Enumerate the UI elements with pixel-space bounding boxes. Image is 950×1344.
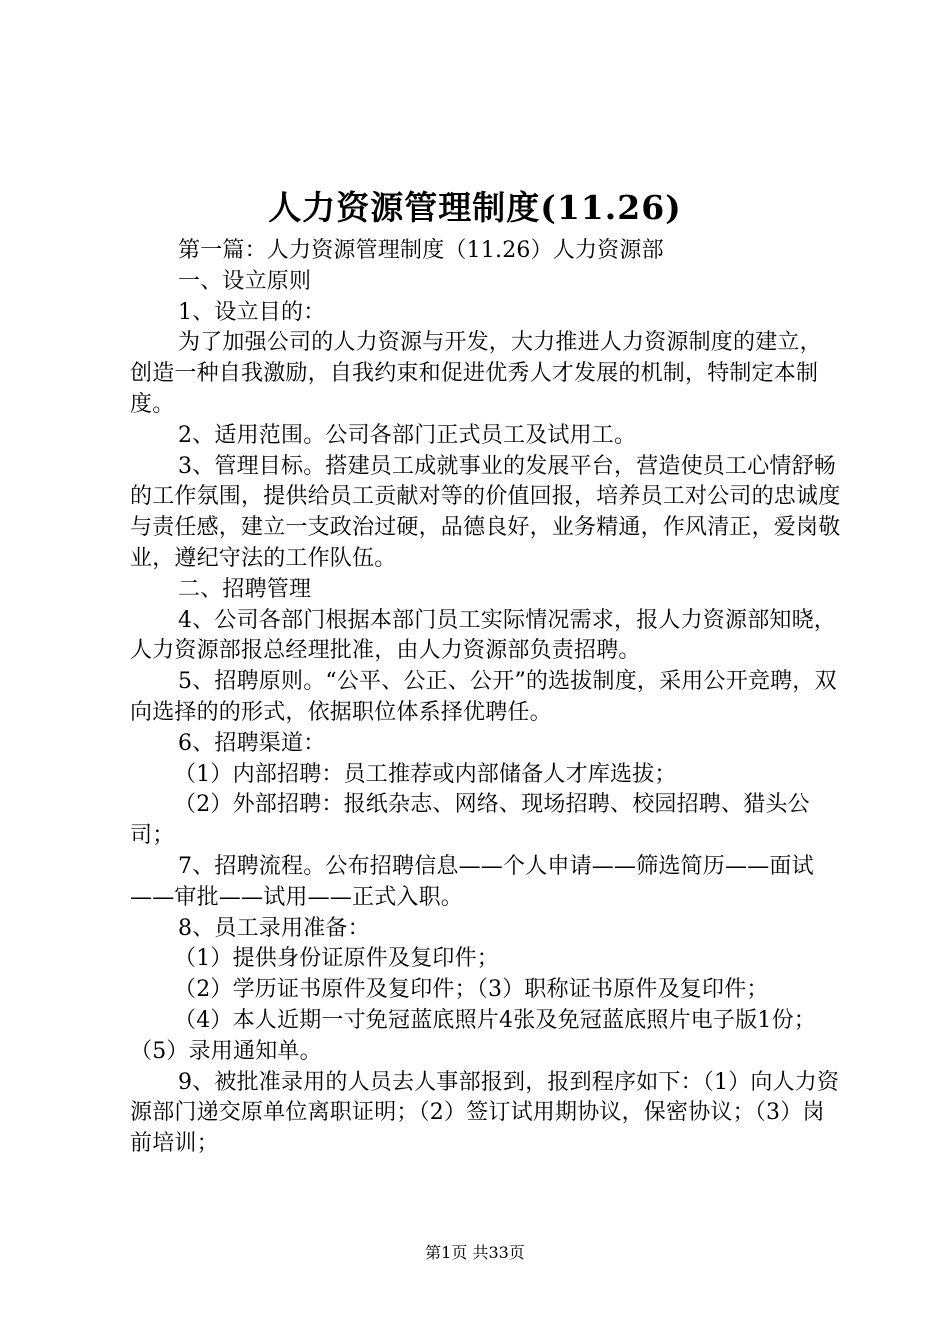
paragraph: 4、公司各部门根据本部门员工实际情况需求，报人力资源部知晓，人力资源部报总经理批准，由人力资源部负责招聘。 <box>130 607 836 664</box>
document-title: 人力资源管理制度(11.26) <box>268 188 682 227</box>
list-item: （1）内部招聘：员工推荐或内部储备人才库选拔； <box>174 761 677 787</box>
section-heading: 一、设立原则 <box>178 268 312 294</box>
paragraph: 2、适用范围。公司各部门正式员工及试用工。 <box>178 422 637 448</box>
page-number-footer: 第1页 共33页 <box>425 1243 525 1262</box>
paragraph: 8、员工录用准备： <box>178 915 370 941</box>
paragraph: 第一篇：人力资源管理制度（11.26）人力资源部 <box>178 238 664 263</box>
paragraph: 7、招聘流程。公布招聘信息——个人申请——筛选简历——面试——审批——试用——正式入职。 <box>130 853 814 910</box>
paragraph: 3、管理目标。搭建员工成就事业的发展平台，营造使员工心情舒畅的工作氛围，提供给员工贡献对等的价值回报，培养员工对公司的忠诚度与责任感，建立一支政治过硬，品德良好，业务精通，作风清正，爱岗敬业，遵纪守法的工作队伍。 <box>130 453 841 571</box>
list-item: （4）本人近期一寸免冠蓝底照片4张及免冠蓝底照片电子版1份；（5）录用通知单。 <box>130 1007 816 1064</box>
section-heading: 二、招聘管理 <box>178 576 312 602</box>
list-item: （2）外部招聘：报纸杂志、网络、现场招聘、校园招聘、猎头公司； <box>130 792 810 849</box>
list-item: （1）提供身份证原件及复印件； <box>174 946 499 972</box>
paragraph: 6、招聘渠道： <box>178 730 326 756</box>
paragraph: 5、招聘原则。“公平、公正、公开”的选拔制度，采用公开竞聘，双向选择的的形式，依据职位体系择优聘任。 <box>130 669 837 725</box>
paragraph: 9、被批准录用的人员去人事部报到，报到程序如下：（1）向人力资源部门递交原单位离职证明；（2）签订试用期协议，保密协议；（3）岗前培训； <box>130 1069 840 1157</box>
paragraph: 为了加强公司的人力资源与开发，大力推进人力资源制度的建立，创造一种自我激励，自我约束和促进优秀人才发展的机制，特制定本制度。 <box>130 330 822 417</box>
list-item: （2）学历证书原件及复印件；（3）职称证书原件及复印件； <box>174 977 769 1003</box>
paragraph: 1、设立目的： <box>178 299 326 325</box>
document-body <box>130 236 842 1160</box>
